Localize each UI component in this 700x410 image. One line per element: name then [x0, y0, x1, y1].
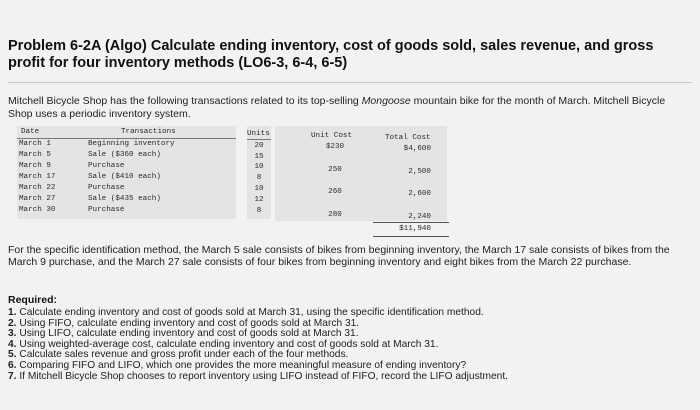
row-transaction: Sale ($435 each)	[88, 195, 161, 203]
row-units: 10	[254, 163, 264, 171]
row-unit-cost: $230	[325, 143, 345, 151]
required-item-number: 4.	[8, 338, 17, 350]
grand-total-underline	[373, 236, 449, 237]
row-transaction: Beginning inventory	[88, 140, 175, 148]
required-item-text: Comparing FIFO and LIFO, which one provides the more meaningful measure of ending inventory?	[19, 359, 467, 371]
row-units: 12	[254, 196, 264, 204]
grand-total: $11,940	[399, 225, 431, 233]
row-unit-cost: 280	[328, 211, 342, 219]
row-date: March 22	[19, 184, 56, 192]
row-transaction: Purchase	[88, 206, 125, 214]
required-item-text: Using weighted-average cost, calculate ending inventory and cost of goods sold at March 31.	[19, 338, 439, 350]
required-item-text: Calculate ending inventory and cost of goods sold at March 31, using the specific identification method.	[19, 307, 484, 318]
row-unit-cost: 250	[328, 166, 342, 174]
intro-text-after: mountain bike for the month of March. Mitchell Bicycle Shop uses a periodic inventory system.	[8, 95, 666, 120]
header-date: Date	[21, 128, 40, 136]
header-unit-cost: Unit Cost	[311, 132, 353, 140]
required-item-number: 2.	[8, 317, 17, 329]
required-item-number: 7.	[8, 370, 17, 382]
required-heading: Required:	[8, 294, 58, 306]
row-date: March 30	[19, 206, 56, 214]
row-units: 20	[254, 142, 264, 150]
row-date: March 27	[19, 195, 56, 203]
intro-brand: Mongoose	[361, 95, 411, 107]
required-list	[8, 308, 698, 382]
row-total-cost: 2,500	[408, 168, 431, 176]
title-divider	[8, 82, 692, 83]
required-item-text: Using FIFO, calculate ending inventory and cost of goods sold at March 31.	[19, 317, 360, 329]
row-units: 8	[256, 207, 262, 215]
row-date: March 1	[19, 140, 51, 148]
row-date: March 9	[19, 162, 51, 170]
required-item-number: 3.	[8, 328, 17, 340]
row-units: 10	[254, 185, 264, 193]
required-item-number: 5.	[8, 349, 17, 361]
row-date: March 5	[19, 151, 51, 159]
header-total-cost: Total Cost	[385, 134, 431, 142]
row-transaction: Purchase	[88, 184, 125, 192]
problem-title: Problem 6-2A (Algo) Calculate ending inventory, cost of goods sold, sales revenue, and gross profit for four inventory methods (LO6-3, 6-4, 6-5)	[8, 38, 654, 71]
intro-text-before: Mitchell Bicycle Shop has the following transactions related to its top-selling	[8, 95, 362, 107]
row-transaction: Sale ($360 each)	[88, 151, 161, 159]
total-sum-line	[373, 222, 449, 223]
row-units: 8	[256, 174, 262, 182]
required-item-text: Using LIFO, calculate ending inventory and cost of goods sold at March 31.	[19, 328, 359, 340]
row-transaction: Purchase	[88, 162, 125, 170]
required-item-number: 6.	[8, 359, 17, 371]
required-item	[8, 372, 698, 383]
required-item-text: Calculate sales revenue and gross profit under each of the four methods.	[19, 349, 349, 361]
intro-paragraph	[8, 95, 692, 120]
row-total-cost: $4,600	[403, 145, 431, 153]
row-total-cost: 2,240	[408, 213, 431, 221]
header-transactions: Transactions	[121, 128, 176, 136]
specific-identification-note: For the specific identification method, the March 5 sale consists of bikes from beginning inventory, the March 17 sale consists of bikes from the March 9 purchase, and the March 27 sale consists of four bikes from beginning inventory and eight bikes from the March 22 purchase.	[8, 244, 670, 268]
required-item-text: If Mitchell Bicycle Shop chooses to report inventory using LIFO instead of FIFO, record the LIFO adjustment.	[19, 370, 508, 382]
header-underline-left	[17, 138, 236, 139]
row-unit-cost: 260	[328, 188, 342, 196]
header-underline-units	[247, 139, 271, 140]
row-units: 15	[254, 153, 264, 161]
row-total-cost: 2,600	[408, 190, 431, 198]
header-units: Units	[247, 130, 270, 138]
row-transaction: Sale ($410 each)	[88, 173, 161, 181]
required-item-number: 1.	[8, 307, 17, 318]
row-date: March 17	[19, 173, 56, 181]
